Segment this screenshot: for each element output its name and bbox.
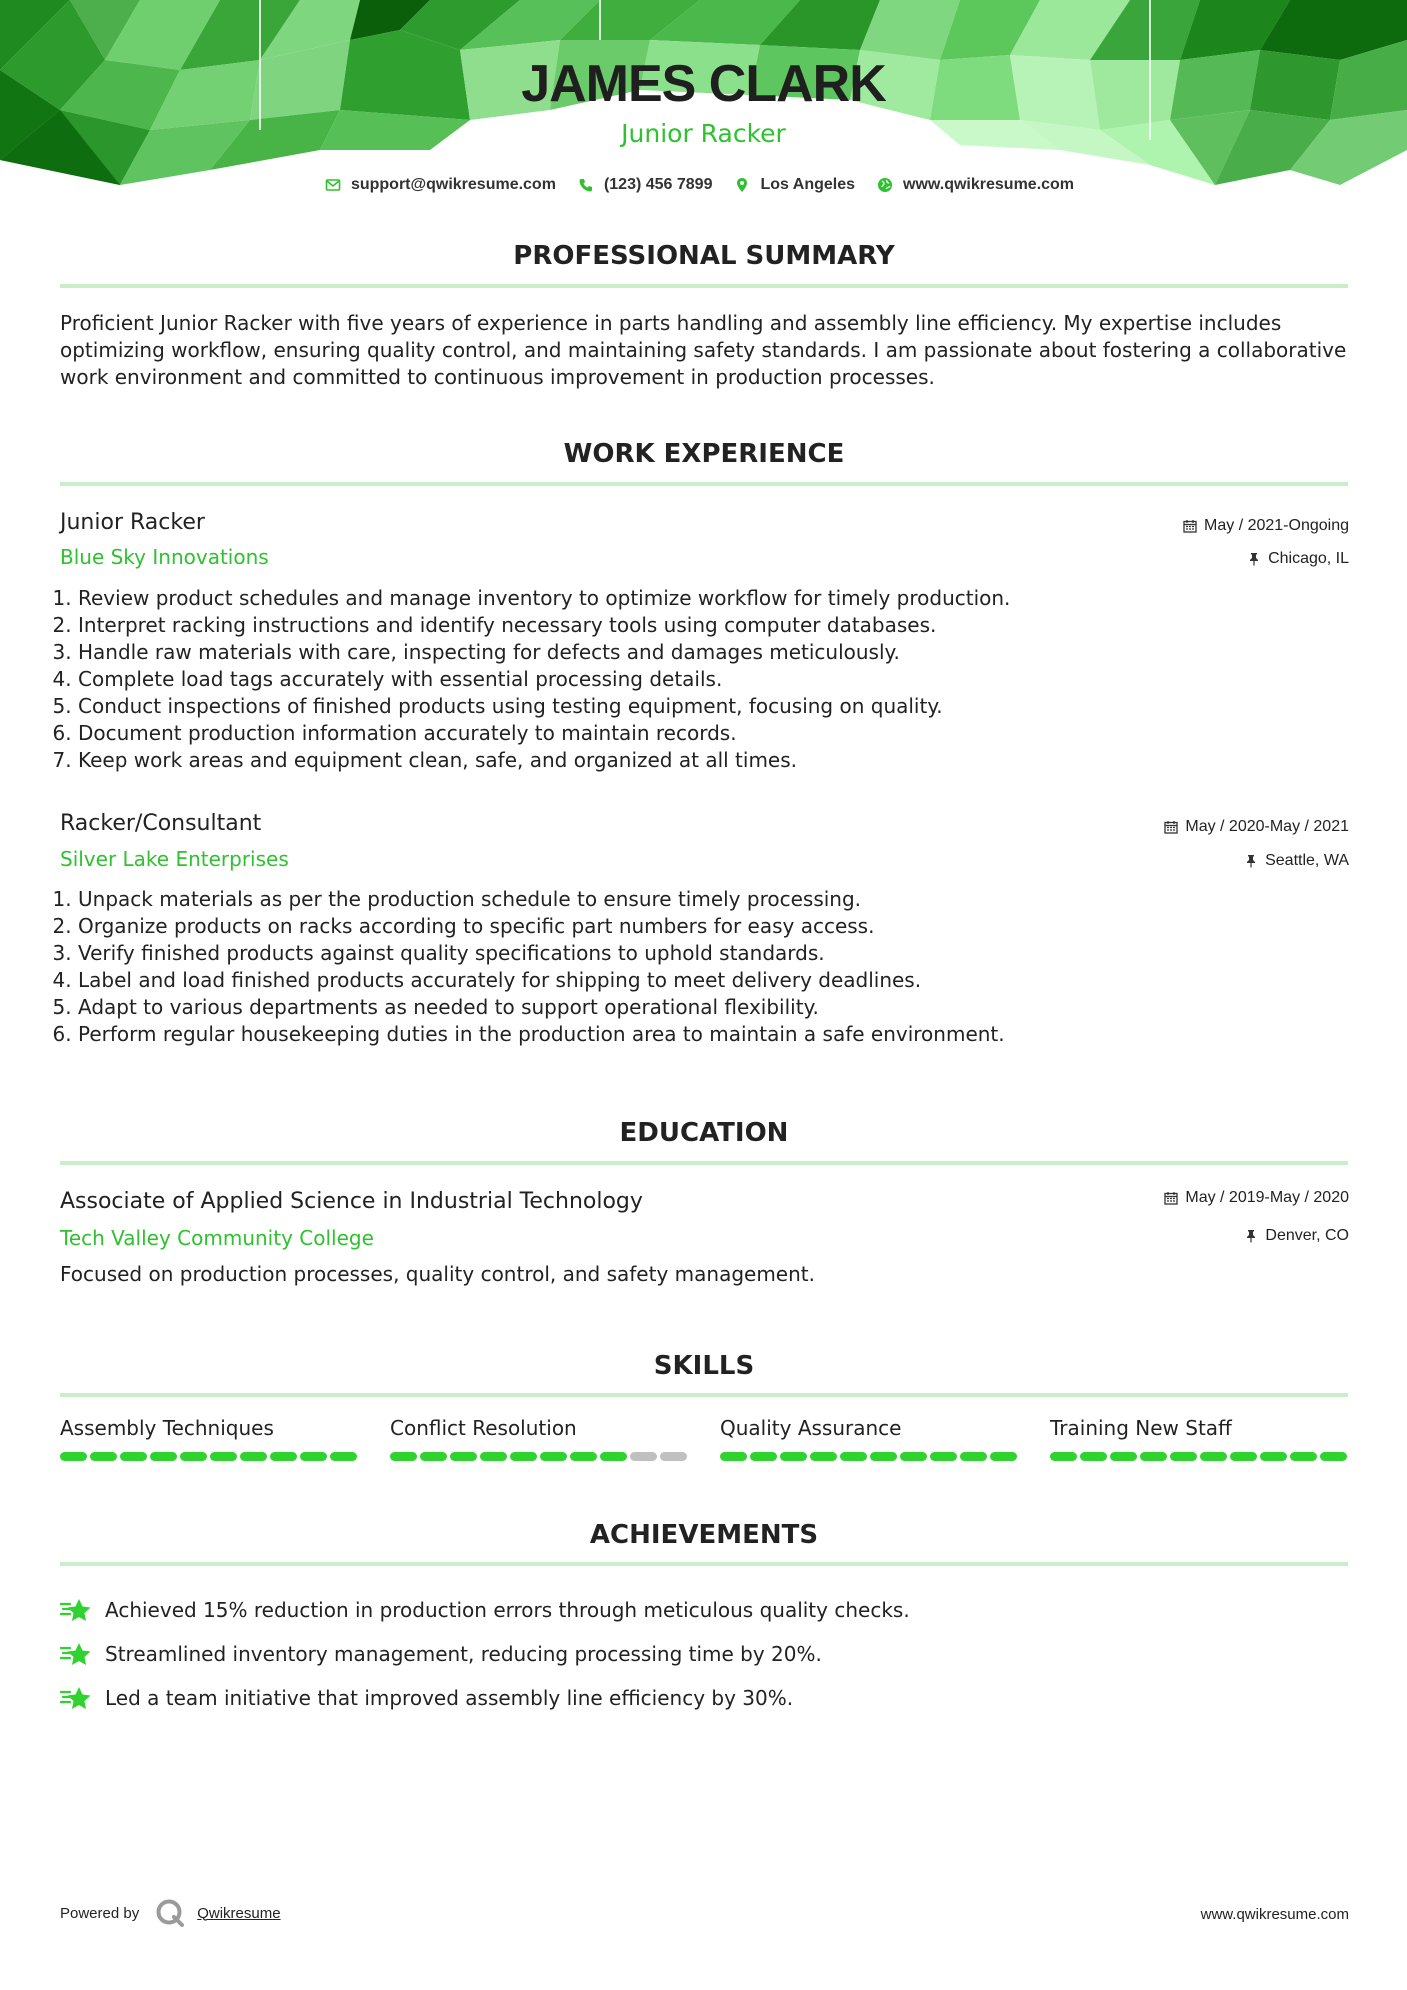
list-item: 3. Handle raw materials with care, inspecting for defects and damages meticulously.: [78, 639, 1368, 666]
achievements-heading: ACHIEVEMENTS: [589, 1520, 819, 1550]
list-item: 3. Verify finished products against quality specifications to uphold standards.: [78, 940, 1368, 967]
calendar-icon: [1164, 820, 1178, 834]
education-heading: EDUCATION: [619, 1118, 789, 1148]
job-dates: [1164, 819, 1349, 835]
achievements-list: [60, 1588, 1350, 1720]
skill-segment-filled: [510, 1452, 537, 1461]
skill-segment-filled: [450, 1452, 477, 1461]
duty-list: [60, 886, 1368, 1048]
shooting-star-icon: [60, 1597, 92, 1623]
summary-heading: PROFESSIONAL SUMMARY: [513, 241, 895, 271]
duty-list: [60, 585, 1368, 774]
skill-segment-filled: [390, 1452, 417, 1461]
list-item: 7. Keep work areas and equipment clean, safe, and organized at all times.: [78, 747, 1368, 774]
job-dates-text: May / 2020-May / 2021: [1185, 818, 1349, 835]
skills-divider: [60, 1393, 1348, 1397]
globe-icon: [877, 177, 893, 193]
qwikresume-link[interactable]: Qwikresume: [197, 1904, 281, 1922]
skill-item: [390, 1418, 690, 1461]
skill-segment-empty: [630, 1452, 657, 1461]
contact-bar: [0, 174, 1407, 196]
pushpin-icon: [1244, 1229, 1258, 1243]
experience-divider: [60, 482, 1348, 486]
skill-segment-filled: [540, 1452, 567, 1461]
candidate-name: JAMES CLARK: [521, 55, 886, 113]
list-item: 1. Unpack materials as per the production schedule to ensure timely processing.: [78, 886, 1368, 913]
contact-location: [734, 176, 855, 194]
summary-divider: [60, 284, 1348, 288]
skill-segment-filled: [1110, 1452, 1137, 1461]
footer-branding: [60, 1898, 281, 1928]
skill-segment-filled: [180, 1452, 207, 1461]
education-location-text: Denver, CO: [1265, 1227, 1349, 1244]
contact-location-text: Los Angeles: [760, 176, 856, 193]
contact-website-text: www.qwikresume.com: [903, 176, 1075, 193]
phone-icon: [578, 177, 594, 193]
envelope-icon: [325, 177, 341, 193]
skill-segment-filled: [810, 1452, 837, 1461]
company-name: Blue Sky Innovations: [60, 545, 269, 569]
job-location: [1247, 551, 1349, 567]
pushpin-icon: [1247, 552, 1261, 566]
contact-website[interactable]: [877, 176, 1074, 194]
school-name: Tech Valley Community College: [60, 1226, 374, 1250]
skill-segment-filled: [900, 1452, 927, 1461]
contact-email[interactable]: [325, 176, 556, 194]
skill-segment-filled: [1200, 1452, 1227, 1461]
degree-title: Associate of Applied Science in Industrial Technology: [60, 1189, 643, 1214]
skill-segment-filled: [960, 1452, 987, 1461]
shooting-star-icon: [60, 1685, 92, 1711]
job-location-text: Seattle, WA: [1265, 852, 1349, 869]
skill-segment-filled: [90, 1452, 117, 1461]
skill-level-bar: [390, 1452, 690, 1461]
skill-segment-filled: [750, 1452, 777, 1461]
calendar-icon: [1164, 1191, 1178, 1205]
job-location-text: Chicago, IL: [1268, 550, 1349, 567]
skill-segment-filled: [1050, 1452, 1077, 1461]
skill-segment-filled: [1260, 1452, 1287, 1461]
skill-segment-filled: [600, 1452, 627, 1461]
achievement-text: Achieved 15% reduction in production errors through meticulous quality checks.: [105, 1598, 910, 1622]
map-marker-icon: [734, 177, 750, 193]
skill-name: Conflict Resolution: [390, 1416, 577, 1440]
shooting-star-icon: [60, 1641, 92, 1667]
education-description: Focused on production processes, quality control, and safety management.: [60, 1262, 815, 1286]
achievements-divider: [60, 1562, 1348, 1566]
footer-website[interactable]: www.qwikresume.com: [1200, 1906, 1349, 1923]
contact-phone-text: (123) 456 7899: [603, 176, 713, 193]
list-item: 5. Adapt to various departments as needed to support operational flexibility.: [78, 994, 1368, 1021]
contact-email-text: support@qwikresume.com: [350, 176, 556, 193]
skill-segment-filled: [840, 1452, 867, 1461]
skill-segment-filled: [120, 1452, 147, 1461]
skill-item: [1050, 1418, 1350, 1461]
achievement-item: [60, 1676, 1350, 1720]
job-title: Junior Racker: [60, 510, 205, 535]
skill-level-bar: [720, 1452, 1020, 1461]
skill-name: Quality Assurance: [720, 1416, 902, 1440]
list-item: 5. Conduct inspections of finished products using testing equipment, focusing on quality.: [78, 693, 1368, 720]
skill-segment-filled: [210, 1452, 237, 1461]
skill-segment-filled: [1320, 1452, 1347, 1461]
job-dates: [1183, 518, 1349, 534]
skill-segment-filled: [330, 1452, 357, 1461]
qwikresume-logo-icon: [155, 1898, 185, 1928]
skill-segment-filled: [720, 1452, 747, 1461]
achievement-item: [60, 1588, 1350, 1632]
achievement-text: Streamlined inventory management, reducing processing time by 20%.: [105, 1642, 822, 1666]
skill-segment-filled: [570, 1452, 597, 1461]
skill-segment-empty: [660, 1452, 687, 1461]
education-dates-text: May / 2019-May / 2020: [1185, 1189, 1349, 1206]
powered-by-label: Powered by: [60, 1904, 140, 1922]
experience-heading: WORK EXPERIENCE: [563, 439, 845, 469]
education-location: [1244, 1228, 1349, 1244]
skill-segment-filled: [1290, 1452, 1317, 1461]
skill-name: Training New Staff: [1050, 1416, 1232, 1440]
skill-item: [720, 1418, 1020, 1461]
skill-segment-filled: [150, 1452, 177, 1461]
list-item: 2. Interpret racking instructions and identify necessary tools using computer databases.: [78, 612, 1368, 639]
job-location: [1244, 853, 1349, 869]
job-dates-text: May / 2021-Ongoing: [1204, 517, 1349, 534]
company-name: Silver Lake Enterprises: [60, 847, 289, 871]
skill-segment-filled: [1080, 1452, 1107, 1461]
skill-name: Assembly Techniques: [60, 1416, 274, 1440]
skill-segment-filled: [60, 1452, 87, 1461]
candidate-role: Junior Racker: [621, 119, 786, 148]
job-title: Racker/Consultant: [60, 811, 262, 836]
skill-segment-filled: [420, 1452, 447, 1461]
skill-level-bar: [1050, 1452, 1350, 1461]
skill-segment-filled: [1140, 1452, 1167, 1461]
skill-segment-filled: [1170, 1452, 1197, 1461]
achievement-item: [60, 1632, 1350, 1676]
summary-text: Proficient Junior Racker with five years of experience in parts handling and assembly line efficiency. My expertise includes optimizing workflow, ensuring quality control, and maintaining safety standards. I am passionate about fostering a collaborative work environment and committed to continuous improvement in production processes.: [60, 311, 1347, 389]
list-item: 4. Complete load tags accurately with essential processing details.: [78, 666, 1368, 693]
skills-heading: SKILLS: [653, 1351, 755, 1381]
skill-level-bar: [60, 1452, 360, 1461]
calendar-icon: [1183, 519, 1197, 533]
skills-grid: [60, 1418, 1350, 1461]
skill-segment-filled: [240, 1452, 267, 1461]
skill-segment-filled: [1230, 1452, 1257, 1461]
list-item: 2. Organize products on racks according to specific part numbers for easy access.: [78, 913, 1368, 940]
skill-segment-filled: [990, 1452, 1017, 1461]
skill-item: [60, 1418, 360, 1461]
list-item: 6. Perform regular housekeeping duties in the production area to maintain a safe environment.: [78, 1021, 1368, 1048]
list-item: 1. Review product schedules and manage inventory to optimize workflow for timely production.: [78, 585, 1368, 612]
achievement-text: Led a team initiative that improved assembly line efficiency by 30%.: [105, 1686, 794, 1710]
education-dates: [1164, 1190, 1349, 1206]
list-item: 6. Document production information accurately to maintain records.: [78, 720, 1368, 747]
pushpin-icon: [1244, 854, 1258, 868]
skill-segment-filled: [480, 1452, 507, 1461]
skill-segment-filled: [270, 1452, 297, 1461]
contact-phone[interactable]: [578, 176, 713, 194]
skill-segment-filled: [870, 1452, 897, 1461]
skill-segment-filled: [780, 1452, 807, 1461]
skill-segment-filled: [930, 1452, 957, 1461]
list-item: 4. Label and load finished products accurately for shipping to meet delivery deadlines.: [78, 967, 1368, 994]
skill-segment-filled: [300, 1452, 327, 1461]
education-divider: [60, 1161, 1348, 1165]
